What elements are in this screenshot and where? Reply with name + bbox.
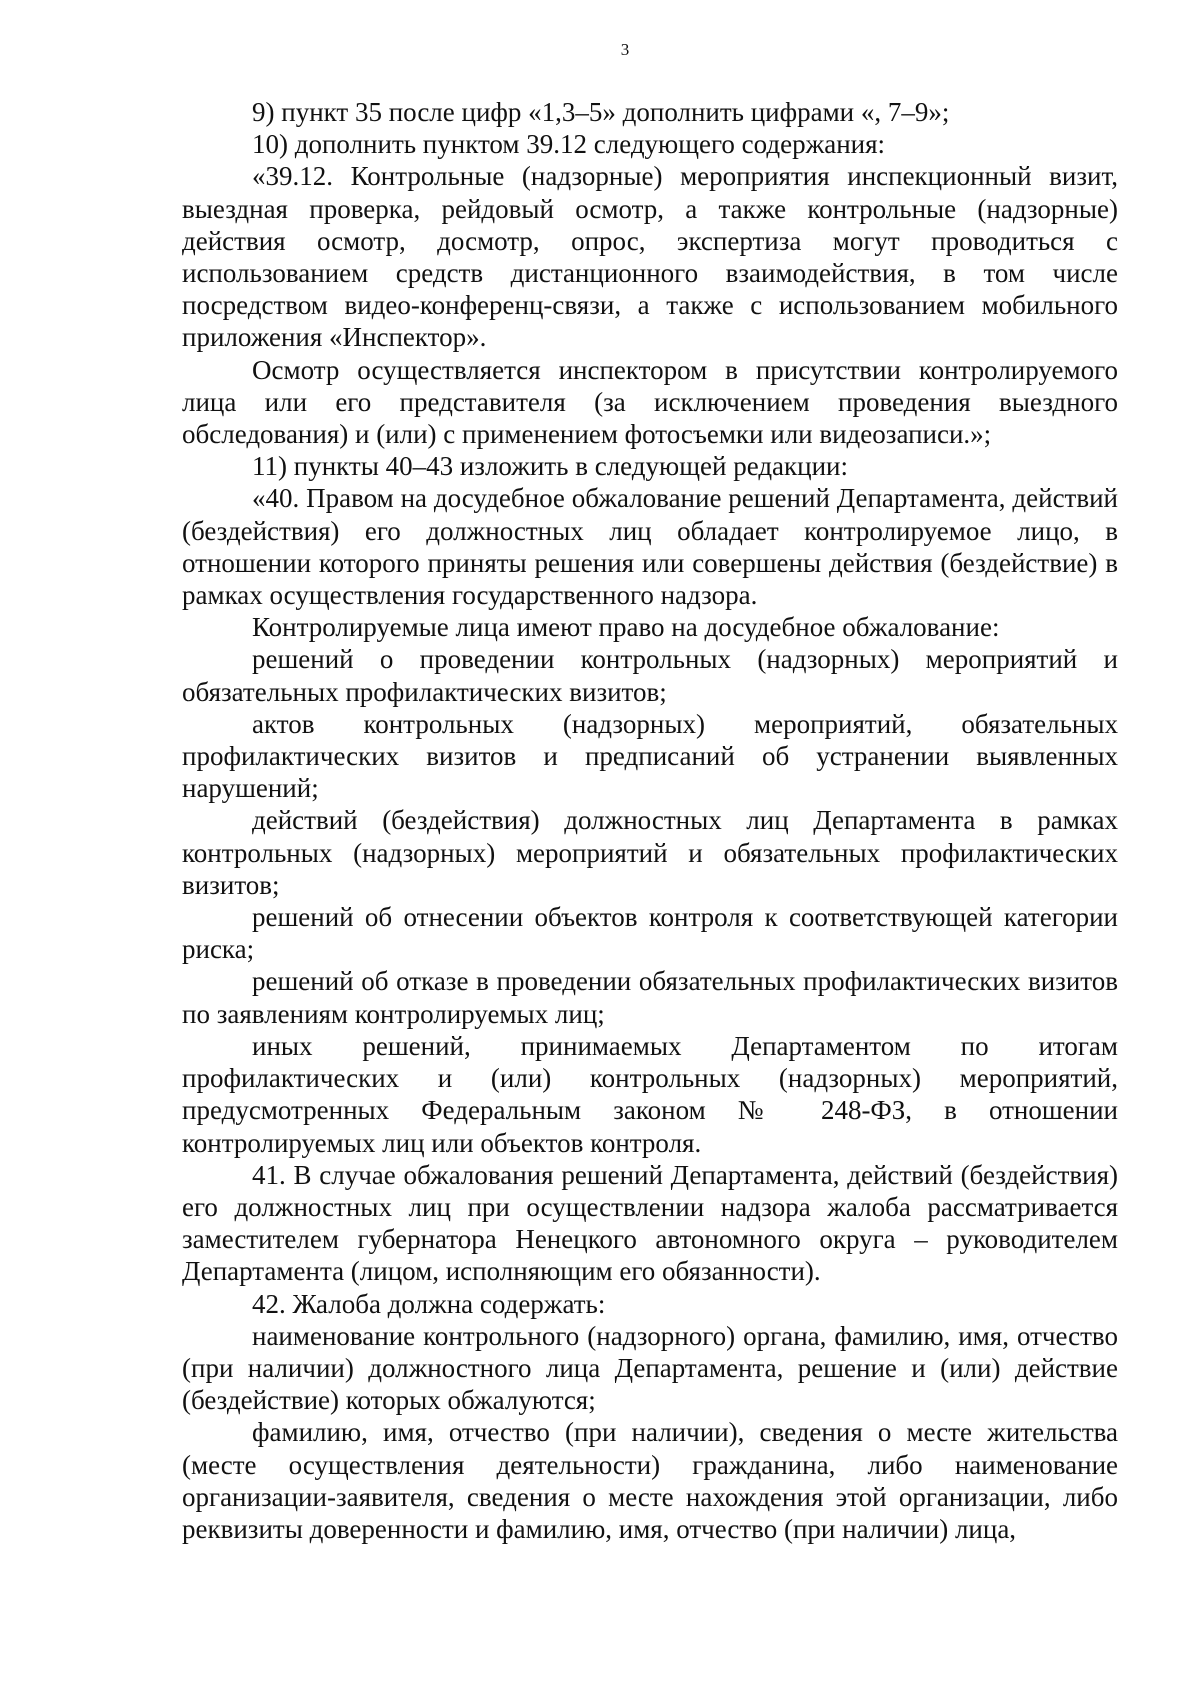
- paragraph-appeal-refusal: решений об отказе в проведении обязательных профилактических визитов по заявлениям контролируемых лиц;: [182, 966, 1118, 1029]
- paragraph-42: 42. Жалоба должна содержать:: [252, 1288, 606, 1319]
- paragraph-complaint-authority: наименование контрольного (надзорного) органа, фамилию, имя, отчество (при наличии) должностного лица Департамента, решение и (или) действие (бездействие) которых обжалуются;: [182, 1320, 1118, 1416]
- paragraph-appeal-rights: Контролируемые лица имеют право на досудебное обжалование:: [252, 612, 1000, 643]
- paragraph-appeal-decisions: решений о проведении контрольных (надзорных) мероприятий и обязательных профилактических визитов;: [182, 644, 1118, 707]
- paragraph-appeal-risk: решений об отнесении объектов контроля к соответствующей категории риска;: [182, 902, 1118, 965]
- paragraph-appeal-other: иных решений, принимаемых Департаментом по итогам профилактических и (или) контрольных (надзорных) мероприятий, предусмотренных Федеральным законом № 248-ФЗ, в отношении контролируемых лиц или объектов контроля.: [182, 1030, 1118, 1158]
- paragraph-appeal-acts: актов контрольных (надзорных) мероприятий, обязательных профилактических визитов и предписаний об устранении выявленных нарушений;: [182, 708, 1118, 804]
- paragraph-41: 41. В случае обжалования решений Департамента, действий (бездействия) его должностных лиц при осуществлении надзора жалоба рассматривается заместителем губернатора Ненецкого автономного округа – руководителем Департамента (лицом, исполняющим его обязанности).: [182, 1159, 1118, 1287]
- paragraph-item-9: 9) пункт 35 после цифр «1,3–5» дополнить цифрами «, 7–9»;: [252, 97, 950, 127]
- paragraph-inspection: Осмотр осуществляется инспектором в присутствии контролируемого лица или его представителя (за исключением проведения выездного обследования) и (или) с применением фотосъемки или видеозаписи.»;: [182, 354, 1118, 450]
- paragraph-40: «40. Правом на досудебное обжалование решений Департамента, действий (бездействия) его должностных лиц обладает контролируемое лицо, в отношении которого приняты решения или совершены действия (бездействие) в рамках осуществления государственного надзора.: [182, 483, 1118, 611]
- page-number: 3: [620, 40, 630, 59]
- paragraph-item-10: 10) дополнить пунктом 39.12 следующего содержания:: [252, 129, 886, 160]
- document-body: [182, 96, 1118, 1545]
- paragraph-39-12: «39.12. Контрольные (надзорные) мероприятия инспекционный визит, выездная проверка, рейдовый осмотр, а также контрольные (надзорные) действия осмотр, досмотр, опрос, экспертиза могут проводиться с использованием средств дистанционного взаимодействия, в том числе посредством видео-конференц-связи, а также с использованием мобильного приложения «Инспектор».: [182, 161, 1118, 353]
- paragraph-item-11: 11) пункты 40–43 изложить в следующей редакции:: [252, 451, 849, 482]
- paragraph-complaint-applicant: фамилию, имя, отчество (при наличии), сведения о месте жительства (месте осуществления деятельности) гражданина, либо наименование организации-заявителя, сведения о месте нахождения этой организации, либо реквизиты доверенности и фамилию, имя, отчество (при наличии) лица,: [182, 1417, 1118, 1544]
- paragraph-appeal-actions: действий (бездействия) должностных лиц Департамента в рамках контрольных (надзорных) мероприятий и обязательных профилактических визитов;: [182, 805, 1118, 900]
